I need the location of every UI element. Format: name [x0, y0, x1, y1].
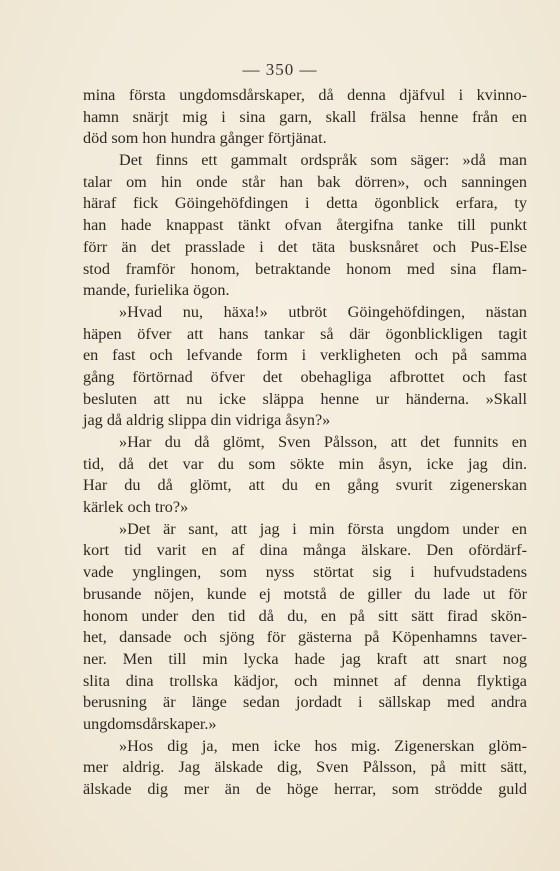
text-line: älskade dig mer än de höge herrar, som strödde guld [83, 780, 527, 798]
text-line: stod framför honom, betraktande honom med sina flam- [83, 259, 527, 278]
text-line: häpen öfver att hans tankar så där ögonblickligen tagit [83, 324, 527, 343]
text-line: »Det är sant, att jag i min första ungdom under en [119, 519, 527, 538]
text-line: häraf fick Göingehöfdingen i detta ögonblick erfara, ty [83, 194, 527, 213]
text-line: ungdomsdårskaper.» [83, 714, 217, 733]
text-line: förr än det prasslade i det täta busksnåret och Pus-Else [83, 237, 527, 256]
text-line: mer aldrig. Jag älskade dig, Sven Pålsson, på mitt sätt, [83, 758, 527, 777]
text-line: brusande nöjen, kunde ej motstå de giller du lade ut för [83, 584, 527, 603]
text-line: het, dansade och sjöng för gästerna på Köpenhamns taver- [83, 628, 527, 647]
text-line: en fast och lefvande form i verkligheten och på samma [83, 346, 527, 365]
text-line: hamn snärjt mig i sina garn, skall frälsa henne från en [83, 107, 527, 126]
text-line: honom under den tid då du, en på sitt sätt firad skön- [83, 606, 527, 625]
text-line: slita dina trollska kädjor, och minnet af denna flyktiga [83, 671, 527, 690]
text-line: kärlek och tro?» [83, 498, 189, 517]
text-line: ner. Men till min lycka hade jag kraft att snart nog [83, 649, 527, 668]
text-line: tid, då det var du som sökte min åsyn, icke jag din. [83, 454, 527, 473]
text-line: jag då aldrig slippa din vidriga åsyn?» [83, 411, 331, 430]
text-line: han hade knappast tänkt ofvan återgifna tanke till punkt [83, 216, 527, 235]
text-line: Det finns ett gammalt ordspråk som säger: »då man [119, 151, 527, 170]
text-line: »Har du då glömt, Sven Pålsson, att det funnits en [119, 433, 527, 451]
text-line: mande, furielika ögon. [83, 281, 230, 300]
text-line: besluten att nu icke släppa henne ur händerna. »Skall [83, 389, 527, 408]
text-line: mina första ungdomsdårskaper, då denna djäfvul i kvinno- [83, 86, 527, 104]
text-line: »Hos dig ja, men icke hos mig. Zigenerskan glöm- [119, 736, 527, 755]
text-line: »Hvad nu, häxa!» utbröt Göingehöfdingen, nästan [119, 302, 527, 321]
text-line: berusning är länge sedan jordadt i sällskap med andra [83, 693, 527, 712]
text-line: Har du då glömt, att du en gång svurit zigenerskan [83, 476, 527, 495]
body-text [83, 85, 527, 801]
text-line: kort tid varit en af dina många älskare. Den ofördärf- [83, 541, 527, 560]
text-line: vade ynglingen, som nyss störtat sig i hufvudstadens [83, 563, 527, 582]
page-number: — 350 — [242, 60, 318, 79]
text-line: död som hon hundra gånger förtjänat. [83, 129, 327, 148]
text-line: gång förtörnad öfver det obehagliga afbrottet och fast [83, 367, 527, 386]
text-line: talar om hin onde står han bak dörren», och sanningen [83, 172, 527, 191]
